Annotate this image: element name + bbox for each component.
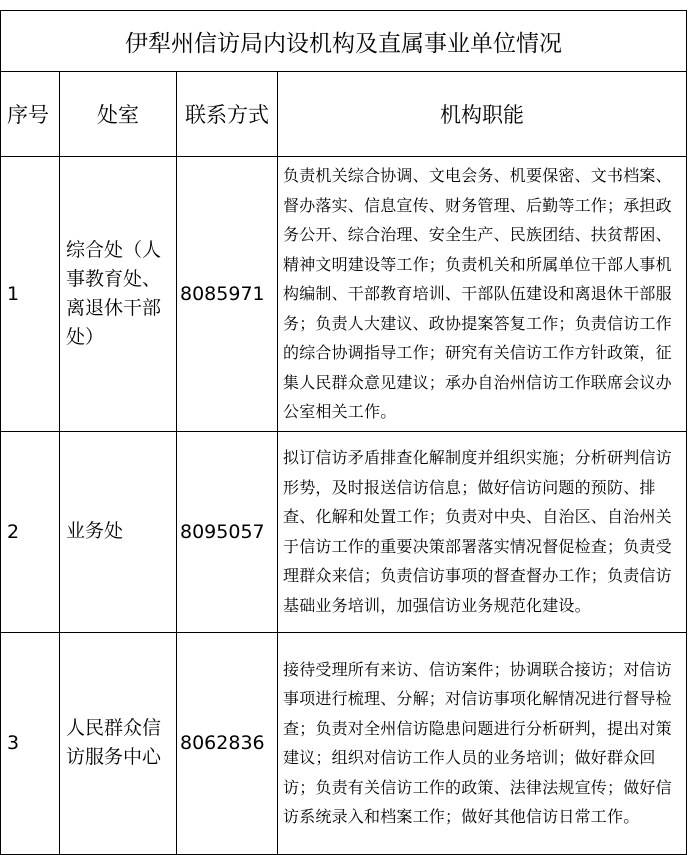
title-row xyxy=(1,11,687,72)
row-function: 负责机关综合协调、文电会务、机要保密、文书档案、督办落实、信息宣传、财务管理、后勤等工作；承担政务公开、综合治理、安全生产、民族团结、扶贫帮困、精神文明建设等工作；负责机关和所属单位干部人事机构编制、干部教育培训、干部队伍建设和离退休干部服务；负责人大建议、政协提案答复工作；负责信访工作的综合协调指导工作；研究有关信访工作方针政策，征集人民群众意见建议；承办自治州信访工作联席会议办公室相关工作。 xyxy=(278,157,687,432)
row-function: 拟订信访矛盾排查化解制度并组织实施；分析研判信访形势，及时报送信访信息；做好信访问题的预防、排查、化解和处置工作；负责对中央、自治区、自治州关于信访工作的重要决策部署落实情况督促检查；负责受理群众来信；负责信访事项的督查督办工作；负责信访基础业务培训，加强信访业务规范化建设。 xyxy=(278,431,687,632)
table-row xyxy=(1,632,687,854)
row-index: 3 xyxy=(1,632,60,854)
table-row xyxy=(1,431,687,632)
header-index: 序号 xyxy=(1,72,60,157)
header-function: 机构职能 xyxy=(278,72,687,157)
row-function: 接待受理所有来访、信访案件；协调联合接访；对信访事项进行梳理、分解；对信访事项化解情况进行督导检查；负责对全州信访隐患问题进行分析研判，提出对策建议；组织对信访工作人员的业务培训；做好群众回访；负责有关信访工作的政策、法律法规宣传；做好信访系统录入和档案工作；做好其他信访日常工作。 xyxy=(278,632,687,854)
row-index: 1 xyxy=(1,157,60,432)
header-department: 处室 xyxy=(60,72,177,157)
row-department: 人民群众信访服务中心 xyxy=(60,632,177,854)
row-index: 2 xyxy=(1,431,60,632)
row-contact: 8062836 xyxy=(177,632,278,854)
institution-table xyxy=(0,10,687,855)
table-title: 伊犁州信访局内设机构及直属事业单位情况 xyxy=(1,11,687,72)
row-contact: 8085971 xyxy=(177,157,278,432)
row-department: 综合处（人事教育处、离退休干部处） xyxy=(60,157,177,432)
header-contact: 联系方式 xyxy=(177,72,278,157)
row-contact: 8095057 xyxy=(177,431,278,632)
header-row xyxy=(1,72,687,157)
table-row xyxy=(1,157,687,432)
row-department: 业务处 xyxy=(60,431,177,632)
